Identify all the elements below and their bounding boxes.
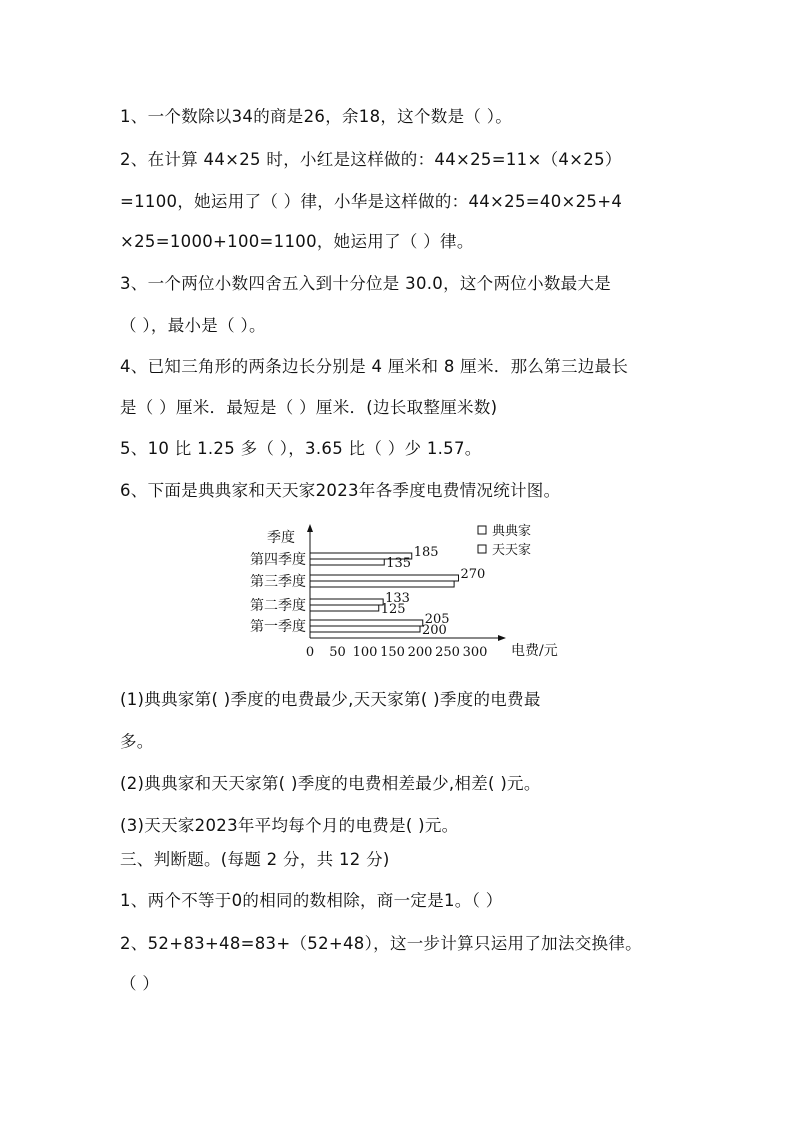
x-tick-label: 50 [329, 645, 346, 660]
x-tick-label: 250 [435, 645, 460, 660]
value-label: 125 [380, 602, 406, 617]
chart-legend [478, 523, 531, 558]
x-axis-label: 电费/元 [511, 643, 558, 659]
question-2-line-1: 2、在计算 44×25 时，小红是这样做的：44×25=11×（4×25） [120, 150, 622, 169]
value-label: 205 [424, 612, 450, 627]
y-axis-label: 季度 [267, 530, 295, 546]
legend-swatch [478, 545, 486, 553]
electricity-bar-chart [230, 520, 560, 670]
bar-天天家 [310, 559, 384, 565]
bar-典典家 [310, 599, 383, 605]
legend-label: 天天家 [492, 543, 532, 558]
bar-天天家 [310, 626, 420, 632]
question-3-line-1: 3、一个两位小数四舍五入到十分位是 30.0，这个两位小数最大是 [120, 274, 612, 293]
x-tick-label: 150 [380, 645, 405, 660]
section-3-title: 三、判断题。(每题 2 分，共 12 分) [120, 850, 390, 869]
question-6-3: (3)天天家2023年平均每个月的电费是( )元。 [120, 816, 459, 835]
question-3-line-2: （ ），最小是（ ）。 [120, 316, 266, 335]
x-tick-label: 100 [352, 645, 378, 660]
question-6-1-line-1: (1)典典家第( )季度的电费最少,天天家第( )季度的电费最 [120, 690, 541, 709]
value-label: 135 [386, 556, 412, 571]
bar-天天家 [310, 605, 379, 611]
question-1: 1、一个数除以34的商是26，余18，这个数是（ ）。 [120, 107, 513, 126]
x-tick-label: 300 [462, 645, 488, 660]
bar-典典家 [310, 620, 423, 626]
x-tick-label: 0 [305, 645, 315, 660]
x-axis-arrow [498, 635, 506, 641]
value-label: 133 [385, 591, 410, 606]
value-label: 185 [413, 545, 439, 560]
bar-天天家 [310, 581, 454, 587]
question-6-2: (2)典典家和天天家第( )季度的电费相差最少,相差( )元。 [120, 774, 541, 793]
judge-2-line-1: 2、52+83+48=83+（52+48），这一步计算只运用了加法交换律。 [120, 934, 642, 953]
category-label: 第一季度 [250, 619, 306, 635]
x-tick-label: 200 [407, 645, 433, 660]
question-6-1-line-2: 多。 [120, 732, 154, 751]
y-axis-arrow [307, 524, 313, 532]
category-label: 第四季度 [250, 552, 306, 568]
judge-1: 1、两个不等于0的相同的数相除，商一定是1。（ ） [120, 891, 503, 910]
question-2-line-3: ×25=1000+100=1100，她运用了（ ）律。 [120, 232, 474, 251]
category-label: 第三季度 [250, 574, 306, 590]
value-label: 200 [422, 623, 447, 638]
legend-label: 典典家 [492, 524, 532, 539]
legend-swatch [478, 526, 486, 534]
value-label: 270 [460, 567, 486, 582]
judge-2-line-2: （ ） [120, 974, 160, 993]
question-6: 6、下面是典典家和天天家2023年各季度电费情况统计图。 [120, 481, 561, 500]
question-4-line-1: 4、已知三角形的两条边长分别是 4 厘米和 8 厘米．那么第三边最长 [120, 357, 629, 376]
question-2-line-2: =1100，她运用了（ ）律，小华是这样做的：44×25=40×25+4 [120, 192, 623, 211]
question-4-line-2: 是（ ）厘米．最短是（ ）厘米．(边长取整厘米数) [120, 398, 498, 417]
category-label: 第二季度 [250, 598, 306, 614]
question-5: 5、10 比 1.25 多（ ），3.65 比（ ）少 1.57。 [120, 439, 482, 458]
bar-典典家 [310, 575, 459, 581]
